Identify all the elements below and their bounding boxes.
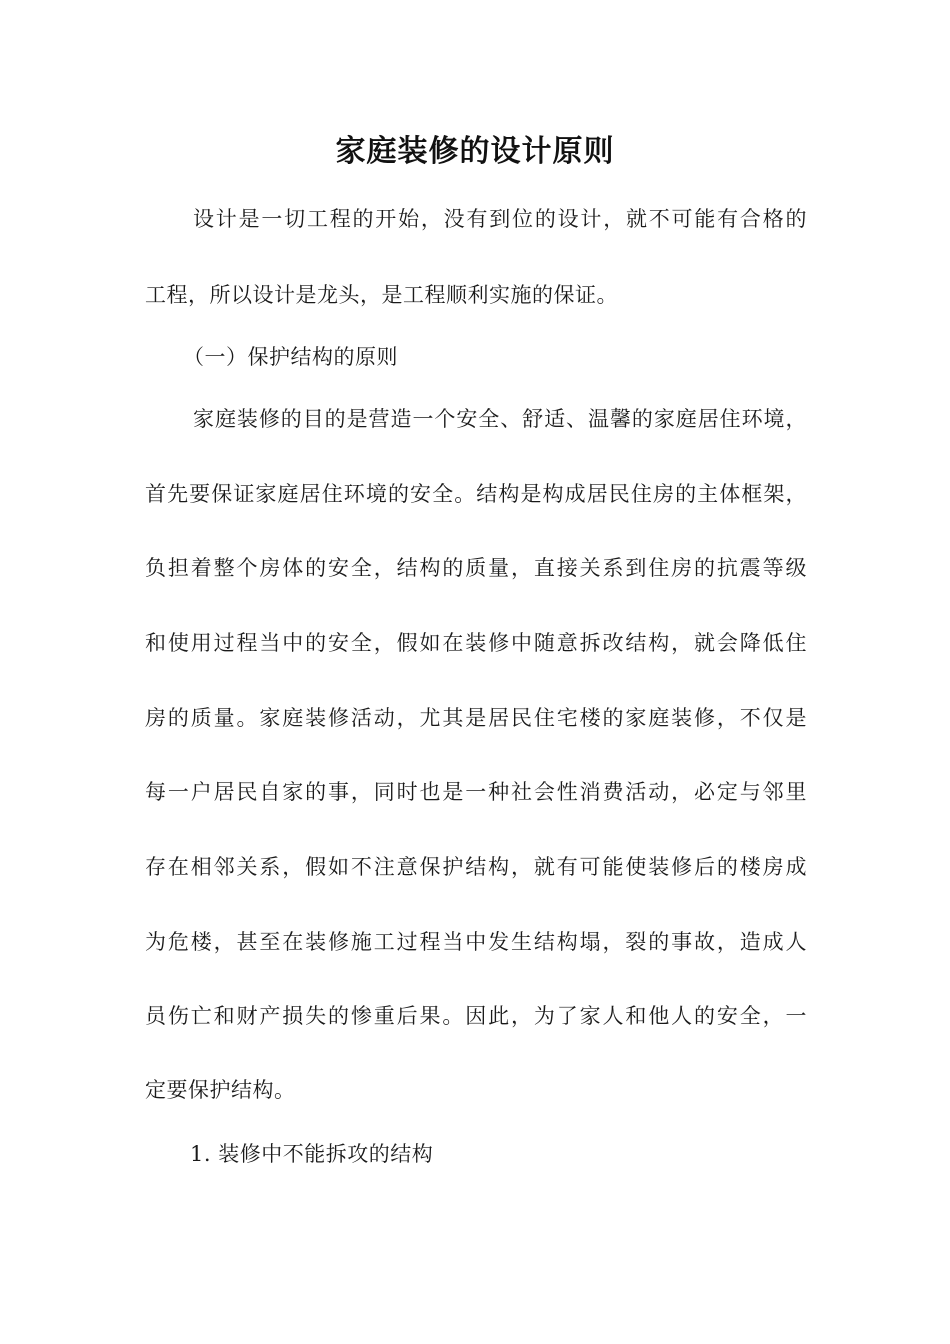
numbered-subheading: 1. 装修中不能拆攻的结构 xyxy=(190,1142,434,1166)
paragraph-line: 为危楼，甚至在装修施工过程当中发生结构塌，裂的事故，造成人 xyxy=(145,930,807,954)
paragraph-line: 设计是一切工程的开始，没有到位的设计，就不可能有合格的 xyxy=(193,207,807,231)
paragraph-line: 员伤亡和财产损失的惨重后果。因此，为了家人和他人的安全，一 xyxy=(145,1004,807,1028)
paragraph-line: 存在相邻关系，假如不注意保护结构，就有可能使装修后的楼房成 xyxy=(145,855,807,879)
paragraph-line: 和使用过程当中的安全，假如在装修中随意拆改结构，就会降低住 xyxy=(145,631,807,655)
paragraph-line: 房的质量。家庭装修活动，尤其是居民住宅楼的家庭装修，不仅是 xyxy=(145,706,807,730)
paragraph-line: 每一户居民自家的事，同时也是一种社会性消费活动，必定与邻里 xyxy=(145,780,807,804)
paragraph-line: 工程，所以设计是龙头，是工程顺利实施的保证。 xyxy=(145,283,618,307)
paragraph-line: 定要保护结构。 xyxy=(145,1078,296,1102)
paragraph-line: 首先要保证家庭居住环境的安全。结构是构成居民住房的主体框架， xyxy=(145,482,807,506)
paragraph-line: 负担着整个房体的安全，结构的质量，直接关系到住房的抗震等级 xyxy=(145,556,807,580)
document-title: 家庭装修的设计原则 xyxy=(335,134,615,169)
section-heading: （一）保护结构的原则 xyxy=(183,345,398,369)
paragraph-line: 家庭装修的目的是营造一个安全、舒适、温馨的家庭居住环境， xyxy=(193,407,807,431)
